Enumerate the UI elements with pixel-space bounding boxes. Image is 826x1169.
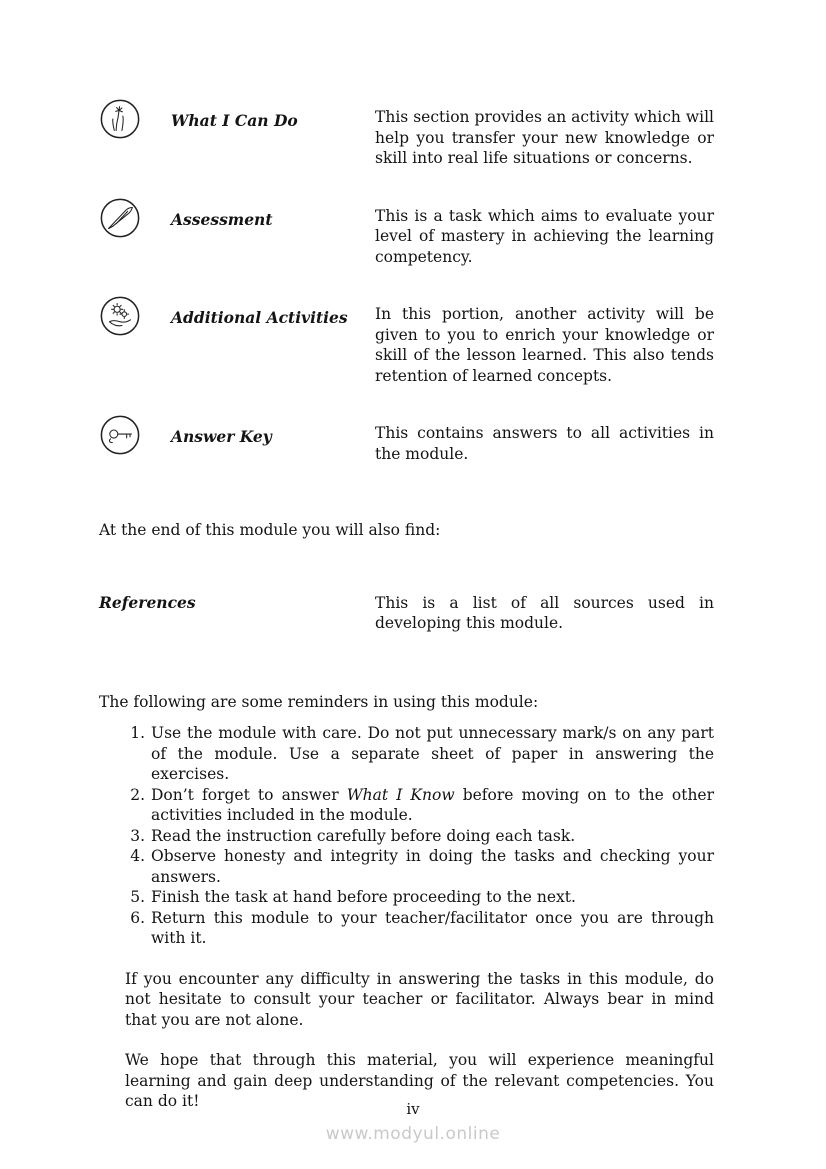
- reminder-text: Return this module to your teacher/facilitator once you are through with it.: [151, 908, 714, 947]
- closing-paragraph: If you encounter any difficulty in answering the tasks in this module, do not hesitate to consult your teacher or facilitator. Always bear in mind that you are not alone.: [125, 969, 714, 1029]
- references-title: References: [99, 592, 196, 612]
- section-title: Assessment: [171, 209, 273, 229]
- section-title: Additional Activities: [171, 308, 348, 327]
- reminder-item: [150, 846, 714, 887]
- section-description: In this portion, another activity will be given to you to enrich your knowledge or skill of the lesson learned. This also tends retention of learned concepts.: [375, 305, 714, 385]
- quill-pen-icon: [99, 197, 169, 239]
- reminder-item: [150, 785, 714, 826]
- also-find-intro: At the end of this module you will also find:: [99, 521, 441, 539]
- reminder-text: Finish the task at hand before proceeding to the next.: [151, 888, 576, 906]
- hand-sparkle-icon: [99, 98, 169, 140]
- reminder-item: [150, 723, 714, 785]
- section-description: This contains answers to all activities in the module.: [375, 424, 714, 463]
- reminders-list: [99, 723, 714, 949]
- reminder-item: [150, 908, 714, 949]
- reminder-text: Read the instruction carefully before doing each task.: [151, 826, 576, 845]
- section-what-i-can-do: [99, 98, 714, 169]
- section-description: This section provides an activity which will help you transfer your new knowledge or skill into real life situations or concerns.: [375, 108, 714, 167]
- closing-paragraph: We hope that through this material, you will experience meaningful learning and gain deep understanding of the relevant competencies. You can do it!: [125, 1051, 714, 1110]
- hand-gears-icon: [99, 295, 169, 337]
- section-title: What I Can Do: [171, 111, 298, 130]
- section-additional-activities: [99, 295, 714, 386]
- reminder-item: [150, 887, 714, 908]
- references-row: [99, 593, 714, 634]
- reminder-text: Don’t forget to answer: [151, 785, 347, 804]
- section-answer-key: [99, 414, 714, 464]
- section-description: This is a task which aims to evaluate your level of mastery in achieving the learning competency.: [375, 206, 714, 266]
- key-icon: [99, 414, 169, 456]
- reminder-text: Use the module with care. Do not put unnecessary mark/s on any part of the module. Use a separate sheet of paper in answering the exercises.: [151, 724, 714, 783]
- section-title: Answer Key: [171, 427, 272, 446]
- section-assessment: [99, 197, 714, 268]
- reminder-italic-text: What I Know: [346, 785, 455, 804]
- page-number: iv: [406, 1100, 420, 1118]
- reminder-text: before moving on to the other activities included in the module.: [151, 785, 715, 824]
- reminder-item: [150, 826, 714, 847]
- reminder-text: Observe honesty and integrity in doing the tasks and checking your answers.: [151, 847, 714, 886]
- references-description: This is a list of all sources used in developing this module.: [375, 593, 714, 632]
- reminders-intro: The following are some reminders in using this module:: [99, 692, 539, 711]
- watermark: www.modyul.online: [325, 1124, 501, 1144]
- page-content: [99, 98, 714, 1112]
